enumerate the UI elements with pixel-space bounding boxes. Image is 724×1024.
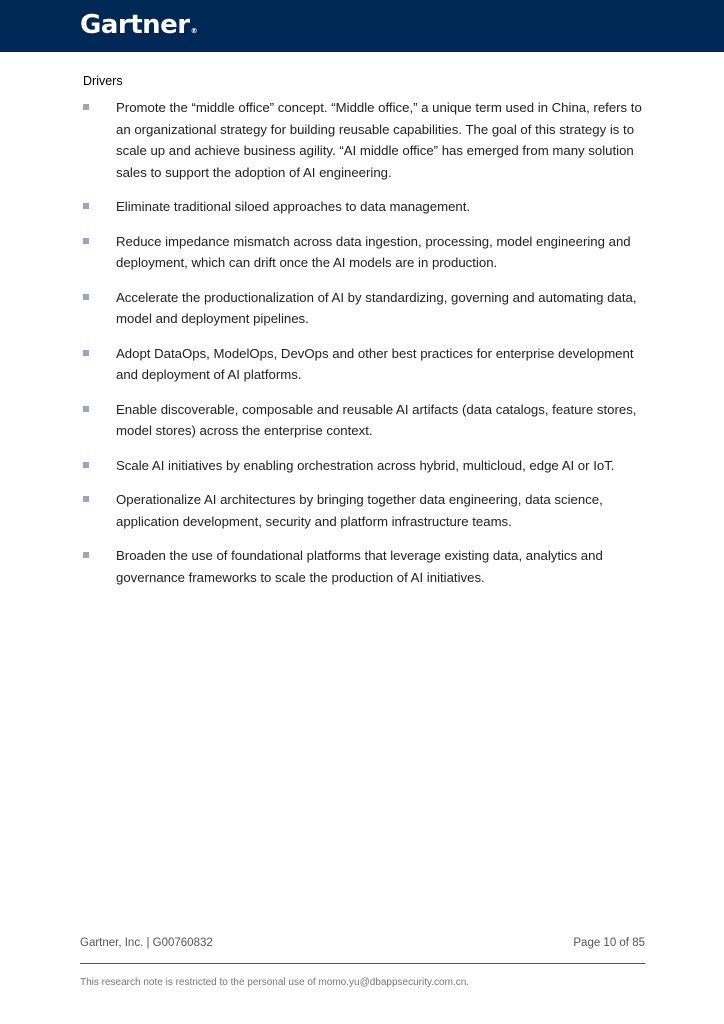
list-item-text: Operationalize AI architectures by bringing together data engineering, data science, application development, security and platform infrastructure teams. bbox=[116, 492, 603, 529]
footer-document-id: Gartner, Inc. | G00760832 bbox=[80, 937, 213, 949]
list-item-text: Promote the “middle office” concept. “Middle office,” a unique term used in China, refers to an organizational strategy for building reusable capabilities. The goal of this strategy is to scale up and achieve business agility. “AI middle office” has emerged from many solution sales to support the adoption of AI engineering. bbox=[116, 100, 642, 180]
footer-page-number: Page 10 of 85 bbox=[573, 937, 645, 949]
header-bar bbox=[0, 0, 724, 52]
list-item-text: Accelerate the productionalization of AI by standardizing, governing and automating data, model and deployment pipelines. bbox=[116, 289, 637, 326]
square-bullet-icon bbox=[83, 406, 89, 412]
list-item bbox=[80, 489, 650, 532]
list-item bbox=[80, 343, 650, 386]
square-bullet-icon bbox=[83, 552, 89, 558]
list-item-text: Enable discoverable, composable and reusable AI artifacts (data catalogs, feature stores, model stores) across the enterprise context. bbox=[116, 401, 637, 438]
list-item bbox=[80, 231, 650, 274]
square-bullet-icon bbox=[83, 294, 89, 300]
list-item bbox=[80, 97, 650, 183]
square-bullet-icon bbox=[83, 238, 89, 244]
list-item-text: Eliminate traditional siloed approaches to data management. bbox=[116, 199, 471, 214]
footer-divider bbox=[80, 963, 645, 964]
square-bullet-icon bbox=[83, 462, 89, 468]
list-item bbox=[80, 545, 650, 588]
list-item-text: Adopt DataOps, ModelOps, DevOps and other best practices for enterprise development and deployment of AI platforms. bbox=[116, 345, 634, 382]
square-bullet-icon bbox=[83, 203, 89, 209]
section-heading: Drivers bbox=[83, 74, 123, 88]
gartner-logo bbox=[80, 8, 198, 48]
list-item-text: Scale AI initiatives by enabling orchestration across hybrid, multicloud, edge AI or IoT. bbox=[116, 457, 615, 473]
square-bullet-icon bbox=[83, 496, 89, 502]
square-bullet-icon bbox=[83, 350, 89, 356]
restriction-note: This research note is restricted to the personal use of momo.yu@dbappsecurity.com.cn. bbox=[80, 977, 470, 988]
logo-text: Gartner bbox=[80, 10, 190, 40]
square-bullet-icon bbox=[83, 104, 89, 110]
registered-mark: ® bbox=[190, 27, 198, 35]
list-item bbox=[80, 399, 650, 442]
list-item bbox=[80, 196, 650, 218]
list-item-text: Reduce impedance mismatch across data ingestion, processing, model engineering and deployment, which can drift once the AI models are in production. bbox=[116, 233, 631, 270]
list-item bbox=[80, 455, 650, 477]
list-item-text: Broaden the use of foundational platforms that leverage existing data, analytics and governance frameworks to scale the production of AI initiatives. bbox=[116, 548, 603, 585]
list-item bbox=[80, 287, 650, 330]
drivers-bullet-list bbox=[80, 97, 650, 601]
